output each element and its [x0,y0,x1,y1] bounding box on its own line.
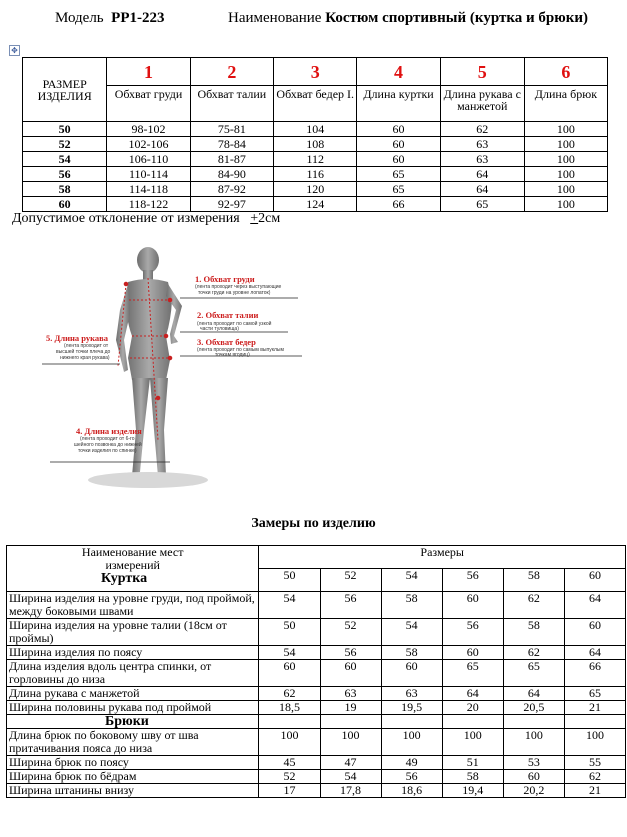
measurement-value: 65 [503,660,564,687]
floor-shadow [88,472,208,488]
measurement-label: Ширина половины рукава под проймой [7,701,259,715]
size-value-cell: 100 [524,152,607,167]
measurement-value: 60 [320,660,381,687]
label-hips [197,337,284,358]
measurements-title: Замеры по изделию [251,516,376,531]
column-number: 1 [107,58,190,86]
size-column-header: 58 [503,569,564,592]
measurement-value: 100 [259,729,320,756]
size-value-cell: 75-81 [190,122,273,137]
trousers-section-label: Брюки [7,715,259,729]
size-value-cell: 114-118 [107,182,190,197]
svg-text:точкам ягодиц): точкам ягодиц) [215,352,250,358]
size-column-header: 56 [442,569,503,592]
size-value-cell: 120 [274,182,357,197]
svg-text:(лента проходит от: (лента проходит от [64,343,109,349]
measurement-value: 62 [503,592,564,619]
measurement-value: 54 [259,592,320,619]
svg-text:шейного позвонка до нижней: шейного позвонка до нижней [74,442,142,448]
measurement-value: 20,2 [503,784,564,798]
size-value-cell: 62 [440,122,524,137]
tolerance-note [12,211,280,227]
measurement-value: 58 [442,770,503,784]
measurement-figure [40,240,320,500]
measurement-row [7,660,626,687]
measurement-value: 19,5 [381,701,442,715]
measurement-label: Ширина изделия по поясу [7,646,259,660]
column-header: Длина брюк [524,86,607,122]
name-header: Наименование мест измерений [81,545,184,572]
size-cell: 52 [23,137,107,152]
measurement-value: 21 [564,784,625,798]
measurement-value: 100 [503,729,564,756]
label-chest [195,274,282,296]
size-value-cell: 64 [440,167,524,182]
svg-text:(лента проходит от 6-го: (лента проходит от 6-го [80,436,135,442]
measurement-value: 65 [442,660,503,687]
measurement-row [7,701,626,715]
measurement-row [7,619,626,646]
measurement-value: 19 [320,701,381,715]
size-value-cell: 100 [524,197,607,212]
size-value-cell: 98-102 [107,122,190,137]
jacket-section-label: Куртка [101,571,148,586]
measurement-row [7,687,626,701]
measurement-value: 50 [259,619,320,646]
measurement-value: 54 [259,646,320,660]
measurement-value: 64 [564,646,625,660]
size-row [23,122,608,137]
size-value-cell: 104 [274,122,357,137]
size-row [23,152,608,167]
measurement-value: 53 [503,756,564,770]
measurement-value: 64 [564,592,625,619]
size-value-cell: 116 [274,167,357,182]
column-number: 5 [440,58,524,86]
size-value-cell: 65 [440,197,524,212]
measurement-value: 45 [259,756,320,770]
measurement-value: 47 [320,756,381,770]
table-move-handle-icon[interactable]: ✥ [9,45,20,56]
size-value-cell: 100 [524,122,607,137]
model-code: PP1-223 [111,10,165,26]
measurement-value: 55 [564,756,625,770]
size-value-cell: 124 [274,197,357,212]
measurement-row [7,729,626,756]
svg-text:части туловища): части туловища) [200,326,239,332]
measurement-value: 100 [320,729,381,756]
measurement-value: 56 [320,646,381,660]
svg-text:2. Обхват талии: 2. Обхват талии [197,310,259,320]
measurement-value: 18,6 [381,784,442,798]
svg-text:4. Длина изделия: 4. Длина изделия [76,426,142,436]
measurement-label: Ширина штанины внизу [7,784,259,798]
size-row [23,167,608,182]
measurement-value: 63 [320,687,381,701]
measurement-value: 60 [564,619,625,646]
measurement-row [7,756,626,770]
measurement-value: 64 [442,687,503,701]
size-value-cell: 60 [357,152,440,167]
size-value-cell: 65 [357,167,440,182]
size-value-cell: 118-122 [107,197,190,212]
measurement-label: Длина изделия вдоль центра спинки, от горловины до низа [7,660,259,687]
measurement-value: 60 [442,646,503,660]
size-column-header: 50 [259,569,320,592]
svg-text:точки груди на уровне лопаток): точки груди на уровне лопаток) [198,290,271,296]
measurement-value: 19,4 [442,784,503,798]
measurement-value: 62 [564,770,625,784]
measurement-value: 100 [381,729,442,756]
measurement-value: 62 [503,646,564,660]
measurement-value: 17 [259,784,320,798]
column-header: Обхват груди [107,86,190,122]
plus-minus-sign: + [250,211,259,226]
name-header-cell [7,546,259,592]
size-value-cell: 106-110 [107,152,190,167]
size-cell: 58 [23,182,107,197]
document-header [0,10,627,32]
svg-text:(лента проходит по самым выпук: (лента проходит по самым выпуклым [197,347,284,353]
measurement-value: 18,5 [259,701,320,715]
measurement-value: 64 [503,687,564,701]
measurement-value: 17,8 [320,784,381,798]
size-value-cell: 60 [357,122,440,137]
size-value-cell: 100 [524,167,607,182]
column-number: 6 [524,58,607,86]
measurement-label: Длина брюк по боковому шву от шва притачивания пояса до низа [7,729,259,756]
svg-text:(лента проходит через выступаю: (лента проходит через выступающие [195,284,282,290]
sizes-header: Размеры [259,546,626,569]
measurement-value: 54 [320,770,381,784]
measurement-label: Ширина изделия на уровне талии (18см от проймы) [7,619,259,646]
size-value-cell: 63 [440,137,524,152]
size-value-cell: 100 [524,182,607,197]
measurement-row [7,770,626,784]
measurement-value: 60 [442,592,503,619]
size-value-cell: 110-114 [107,167,190,182]
measurement-value: 56 [320,592,381,619]
measurement-value: 54 [381,619,442,646]
size-value-cell: 108 [274,137,357,152]
size-value-cell: 78-84 [190,137,273,152]
svg-text:3. Обхват бедер: 3. Обхват бедер [197,337,256,347]
measurement-value: 52 [259,770,320,784]
measurements-table [6,545,626,798]
tolerance-text: Допустимое отклонение от измерения [12,211,240,226]
measurement-value: 65 [564,687,625,701]
measurement-value: 100 [442,729,503,756]
svg-text:точки изделия по спинке): точки изделия по спинке) [78,448,137,454]
svg-text:нижнего края рукава): нижнего края рукава) [60,355,110,361]
label-garment-length [74,426,142,454]
size-row [23,197,608,212]
measurement-value: 20 [442,701,503,715]
size-cell: 54 [23,152,107,167]
size-column-header: 60 [564,569,625,592]
svg-text:(лента проходит по самой узкой: (лента проходит по самой узкой [197,321,272,327]
size-value-cell: 92-97 [190,197,273,212]
svg-text:1. Обхват груди: 1. Обхват груди [195,274,255,284]
measurement-row [7,646,626,660]
measurement-value: 62 [259,687,320,701]
size-value-cell: 112 [274,152,357,167]
measurement-row [7,784,626,798]
svg-text:5. Длина рукава: 5. Длина рукава [46,333,109,343]
measurement-value: 20,5 [503,701,564,715]
measurement-label: Ширина брюк по поясу [7,756,259,770]
column-header: Длина рукава с манжетой [440,86,524,122]
size-value-cell: 64 [440,182,524,197]
size-value-cell: 63 [440,152,524,167]
measurement-value: 51 [442,756,503,770]
size-value-cell: 87-92 [190,182,273,197]
size-row [23,137,608,152]
measurement-value: 100 [564,729,625,756]
measurement-value: 52 [320,619,381,646]
measurement-label: Ширина брюк по бёдрам [7,770,259,784]
measurement-label: Ширина изделия на уровне груди, под проймой, между боковыми швами [7,592,259,619]
measurement-value: 49 [381,756,442,770]
measurement-row [7,592,626,619]
measurement-value: 63 [381,687,442,701]
name-label: Наименование [228,10,322,26]
measurement-label: Длина рукава с манжетой [7,687,259,701]
size-value-cell: 84-90 [190,167,273,182]
measurement-value: 21 [564,701,625,715]
column-number: 3 [274,58,357,86]
measurement-value: 60 [259,660,320,687]
model-line [55,10,164,27]
size-table [22,57,608,212]
column-number: 4 [357,58,440,86]
label-sleeve-length [46,333,111,361]
measurement-value: 56 [381,770,442,784]
column-header: Обхват бедер I. [274,86,357,122]
measurement-value: 66 [564,660,625,687]
measurement-value: 60 [381,660,442,687]
model-label: Модель [55,10,104,26]
label-waist [197,310,272,332]
measurement-value: 58 [503,619,564,646]
size-value-cell: 100 [524,137,607,152]
size-cell: 56 [23,167,107,182]
size-cell: 60 [23,197,107,212]
size-value-cell: 60 [357,137,440,152]
tolerance-value: 2см [258,211,281,226]
size-cell: 50 [23,122,107,137]
size-value-cell: 65 [357,182,440,197]
size-value-cell: 102-106 [107,137,190,152]
size-value-cell: 81-87 [190,152,273,167]
measurement-value: 58 [381,646,442,660]
column-header: Обхват талии [190,86,273,122]
product-name-line [228,10,588,27]
measurement-value: 56 [442,619,503,646]
size-column-header: 54 [381,569,442,592]
measurement-value: 60 [503,770,564,784]
measurement-value: 58 [381,592,442,619]
product-name: Костюм спортивный (куртка и брюки) [325,10,588,26]
column-header: Длина куртки [357,86,440,122]
size-corner-header: РАЗМЕР ИЗДЕЛИЯ [23,58,107,122]
size-row [23,182,608,197]
size-value-cell: 66 [357,197,440,212]
svg-text:высшей точки плеча до: высшей точки плеча до [56,349,111,355]
column-number: 2 [190,58,273,86]
size-column-header: 52 [320,569,381,592]
